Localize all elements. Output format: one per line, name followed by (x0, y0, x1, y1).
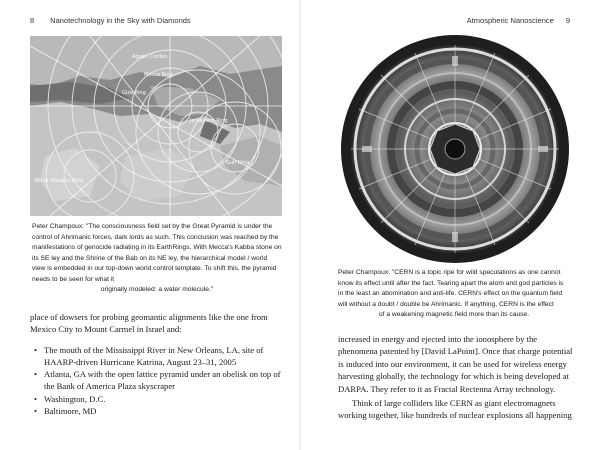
bullet-list (30, 344, 282, 417)
map-label-2: Mecca Ring (144, 72, 173, 78)
left-body-text (30, 311, 282, 417)
right-page-number: 9 (565, 16, 570, 25)
left-running-title: Nanotechnology in the Sky with Diamonds (50, 16, 191, 25)
map-caption-last-line: originally modeled: a water molecule." (100, 286, 214, 293)
bullet-item: • The mouth of the Mississippi River in New Orleans, LA, site of HAARP-driven Hurricane Katrina, August 23–31, 2005 (30, 344, 282, 368)
left-running-head (30, 16, 191, 25)
map-graphic (30, 36, 282, 216)
cern-detector-image (340, 34, 570, 264)
right-page (300, 0, 600, 450)
left-body-paragraph: place of dowsers for probing geomantic alignments like the one from Mexico City to Mount Carmel in Israel and: (30, 312, 268, 335)
right-running-title: Atmospheric Nanoscience (466, 16, 554, 25)
map-label-4: Jerusalem Ring (190, 118, 228, 124)
right-body-text (338, 333, 574, 422)
map-label-6: Gulf Ring (226, 160, 249, 166)
cern-caption-last-line: of a weakening magnetic field more than its cause. (378, 311, 530, 318)
map-caption (32, 222, 282, 296)
earthrings-map-image (30, 36, 282, 216)
bullet-item: • Washington, D.C. (30, 393, 282, 405)
right-running-head (467, 16, 570, 25)
map-label-5: Africa Volcanic Ring (34, 178, 84, 184)
detector-graphic (340, 34, 570, 264)
cern-caption (338, 268, 570, 321)
right-body-paragraph-1: increased in energy and ejected into the ionosphere by the phenomena patented by [David LaPoint]. Once that charge potential is induced into our environment, it can be used for wireless energy harvesting globally, the technology for which is being developed at DARPA. They refer to it as Fractal Rectenna Array technology. (338, 334, 573, 394)
bullet-item: • Atlanta, GA with the open lattice pyramid under an obelisk on top of the Bank of America Plaza skyscraper (30, 368, 282, 392)
map-label-1: Agabh Cordon (132, 54, 168, 60)
left-page-number: 8 (30, 16, 35, 25)
right-body-paragraph-2: Think of large colliders like CERN as giant electromagnets working together, like hundreds of nuclear explosions all happening (338, 398, 572, 421)
cern-caption-text: Peter Champoux: "CERN is a topic ripe for wild speculations as one cannot know its effect until after the fact. Tearing apart the atom and god particles is in the least an abomination and anti-life. CERN's effect on the quantum field will without a doubt / double be Ahrimanic. If anything, CERN is the effect (338, 269, 564, 308)
bullet-item: • Baltimore, MD (30, 405, 282, 417)
map-label-3: Giza Ring (122, 90, 146, 96)
map-caption-text: Peter Champoux: "The consciousness field set by the Great Pyramid is under the control of Ahrimanic forces, dark lords as such. This conclusion was reached by the manifestations of genocide radiating in its EarthRings. With Mecca's Kabba stone on its SE ley and the Shrine of the Bab on its NE ley, the hierarchical model / world view is embedded in our top-down world control template. To shift this, the pyramid needs to be seen for what it (32, 223, 282, 283)
